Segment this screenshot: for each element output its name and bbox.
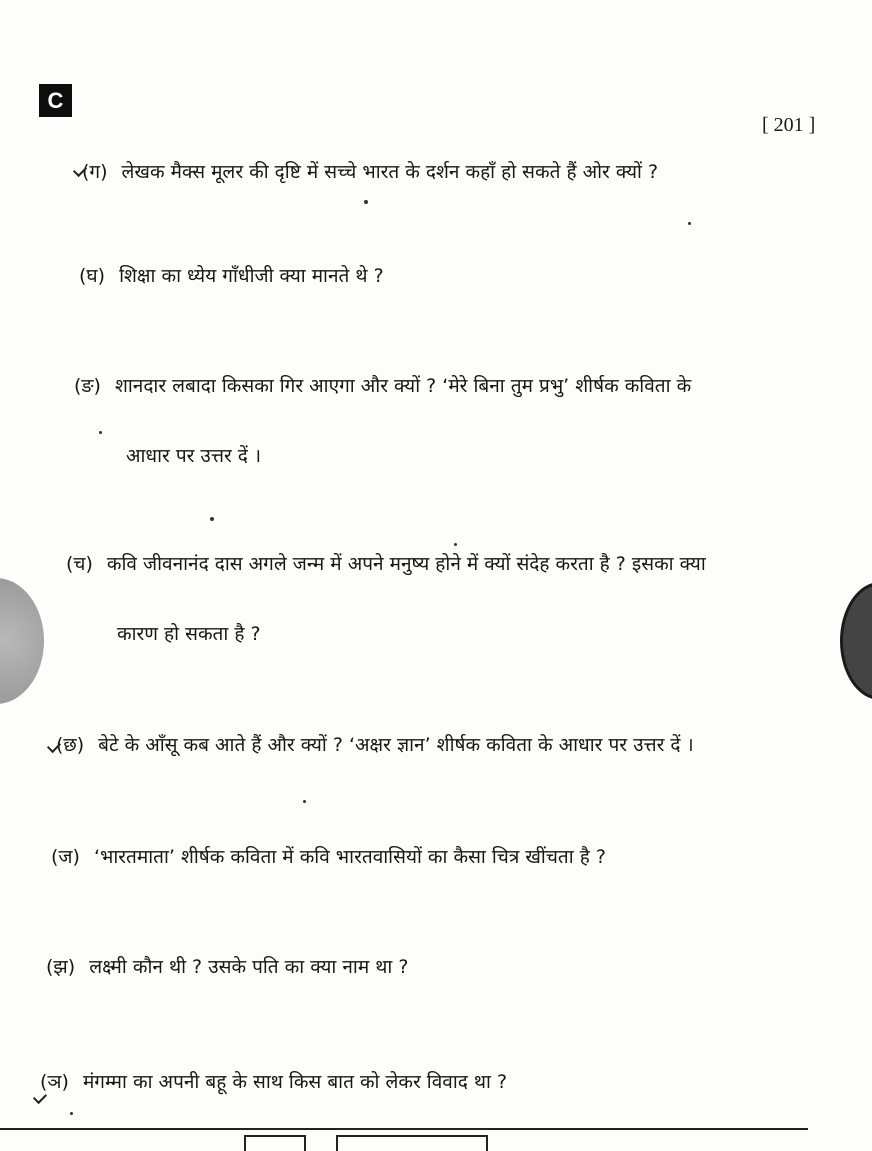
question-chha xyxy=(56,733,694,757)
question-nga xyxy=(74,374,691,398)
scan-shadow-left xyxy=(0,578,44,704)
footer-box-right xyxy=(336,1135,488,1151)
ink-speck xyxy=(210,517,214,521)
ink-speck xyxy=(303,800,306,803)
question-cha xyxy=(66,552,706,576)
page-number: [ 201 ] xyxy=(762,114,816,136)
question-text: लक्ष्मी कौन थी ? उसके पति का क्या नाम था ? xyxy=(89,956,409,978)
bottom-rule xyxy=(0,1128,808,1130)
question-marker: (ग) xyxy=(82,161,108,183)
question-marker: (ज) xyxy=(51,846,80,868)
question-ja xyxy=(51,845,606,869)
question-nya xyxy=(40,1070,507,1094)
ink-speck xyxy=(454,543,457,546)
corner-letter-badge: C xyxy=(39,84,72,117)
question-marker: (ञ) xyxy=(40,1071,69,1093)
question-text: मंगम्मा का अपनी बहू के साथ किस बात को लेकर विवाद था ? xyxy=(82,1071,508,1093)
footer-box-left xyxy=(244,1135,306,1151)
question-marker: (ङ) xyxy=(74,375,101,397)
question-marker: (छ) xyxy=(56,734,85,756)
question-text: शानदार लबादा किसका गिर आएगा और क्यों ? ‘मेरे बिना तुम प्रभु’ शीर्षक कविता के xyxy=(114,375,692,397)
question-ga xyxy=(82,160,658,184)
question-text: कवि जीवनानंद दास अगले जन्म में अपने मनुष्य होने में क्यों संदेह करता है ? इसका क्या xyxy=(106,553,706,575)
ink-speck xyxy=(688,222,691,225)
question-marker: (घ) xyxy=(79,265,106,287)
question-text: लेखक मैक्स मूलर की दृष्टि में सच्चे भारत के दर्शन कहाँ हो सकते हैं ओर क्यों ? xyxy=(121,161,659,183)
ink-speck xyxy=(70,1112,73,1115)
question-text: बेटे के आँसू कब आते हैं और क्यों ? ‘अक्षर ज्ञान’ शीर्षक कविता के आधार पर उत्तर दें । xyxy=(98,734,694,756)
question-text: शिक्षा का ध्येय गाँधीजी क्या मानते थे ? xyxy=(119,265,384,287)
scan-shadow-right xyxy=(840,582,872,700)
question-marker: (झ) xyxy=(46,956,76,978)
question-marker: (च) xyxy=(66,553,93,575)
ink-speck xyxy=(364,200,368,204)
question-jha xyxy=(46,955,408,979)
question-continuation: कारण हो सकता है ? xyxy=(117,623,261,645)
question-continuation: आधार पर उत्तर दें । xyxy=(126,445,262,467)
question-text: ‘भारतमाता’ शीर्षक कविता में कवि भारतवासियों का कैसा चित्र खींचता है ? xyxy=(93,846,606,868)
ink-speck xyxy=(99,431,102,434)
question-gha xyxy=(79,264,384,288)
